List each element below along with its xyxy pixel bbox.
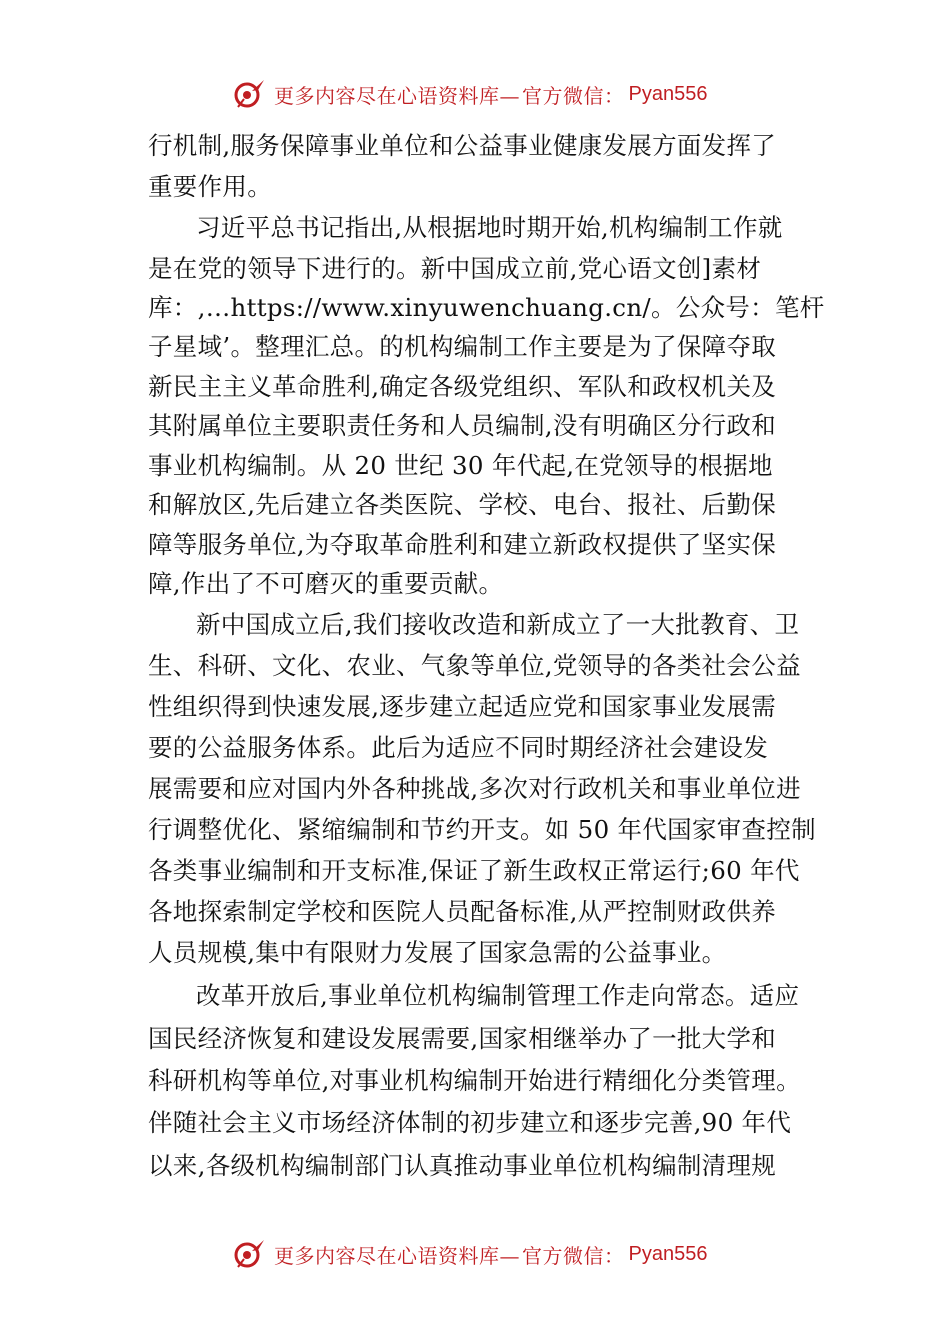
- text-line: 行调整优化、紧缩编制和节约开支。如 50 年代国家审查控制: [148, 815, 816, 844]
- footer-banner: [232, 1234, 707, 1274]
- text-line: 改革开放后,事业单位机构编制管理工作走向常态。适应: [196, 981, 800, 1010]
- text-line: 习近平总书记指出,从根据地时期开始,机构编制工作就: [196, 213, 783, 242]
- text-line: 展需要和应对国内外各种挑战,多次对行政机关和事业单位进: [148, 774, 801, 803]
- text-line: 新中国成立后,我们接收改造和新成立了一大批教育、卫: [196, 610, 800, 639]
- text-line: 性组织得到快速发展,逐步建立起适应党和国家事业发展需: [148, 692, 777, 721]
- text-line: 行机制,服务保障事业单位和公益事业健康发展方面发挥了: [148, 131, 777, 160]
- text-line: 要的公益服务体系。此后为适应不同时期经济社会建设发: [148, 733, 768, 762]
- banner-text: 更多内容尽在心语资料库—: [274, 83, 520, 108]
- text-line: 以来,各级机构编制部门认真推动事业单位机构编制清理规: [148, 1151, 777, 1180]
- text-line: 事业机构编制。从 20 世纪 30 年代起,在党领导的根据地: [148, 451, 773, 480]
- text-line: 其附属单位主要职责任务和人员编制,没有明确区分行政和: [148, 411, 777, 440]
- text-line: 各类事业编制和开支标准,保证了新生政权正常运行;60 年代: [148, 856, 800, 885]
- text-line: 是在党的领导下进行的。新中国成立前,党心语文创]素材: [148, 254, 762, 283]
- banner-wechat-label: 官方微信：: [522, 1243, 625, 1268]
- text-line: 障等服务单位,为夺取革命胜利和建立新政权提供了坚实保: [148, 530, 777, 559]
- text-line: 各地探索制定学校和医院人员配备标准,从严控制财政供养: [148, 897, 777, 926]
- text-line: 子星域’。整理汇总。的机构编制工作主要是为了保障夺取: [148, 332, 777, 361]
- text-line: 国民经济恢复和建设发展需要,国家相继举办了一批大学和: [148, 1024, 777, 1053]
- text-line: 伴随社会主义市场经济体制的初步建立和逐步完善,90 年代: [148, 1108, 792, 1137]
- text-line: 生、科研、文化、农业、气象等单位,党领导的各类社会公益: [148, 651, 801, 680]
- text-line: 障,作出了不可磨灭的重要贡献。: [148, 569, 504, 598]
- text-line: 科研机构等单位,对事业机构编制开始进行精细化分类管理。: [148, 1066, 801, 1095]
- banner-wechat-id: Pyan556: [628, 1242, 708, 1265]
- text-line: 重要作用。: [148, 172, 272, 201]
- text-line: 人员规模,集中有限财力发展了国家急需的公益事业。: [148, 938, 727, 967]
- banner-wechat-label: 官方微信：: [522, 83, 625, 108]
- banner-text: 更多内容尽在心语资料库—: [274, 1243, 520, 1268]
- text-line: 库：,…https://www.xinyuwenchuang.cn/。公众号：笔杆: [148, 293, 825, 322]
- quill-logo-icon: [232, 1237, 266, 1271]
- text-line: 和解放区,先后建立各类医院、学校、电台、报社、后勤保: [148, 490, 777, 519]
- text-line: 新民主主义革命胜利,确定各级党组织、军队和政权机关及: [148, 372, 777, 401]
- banner-wechat-id: Pyan556: [628, 82, 708, 105]
